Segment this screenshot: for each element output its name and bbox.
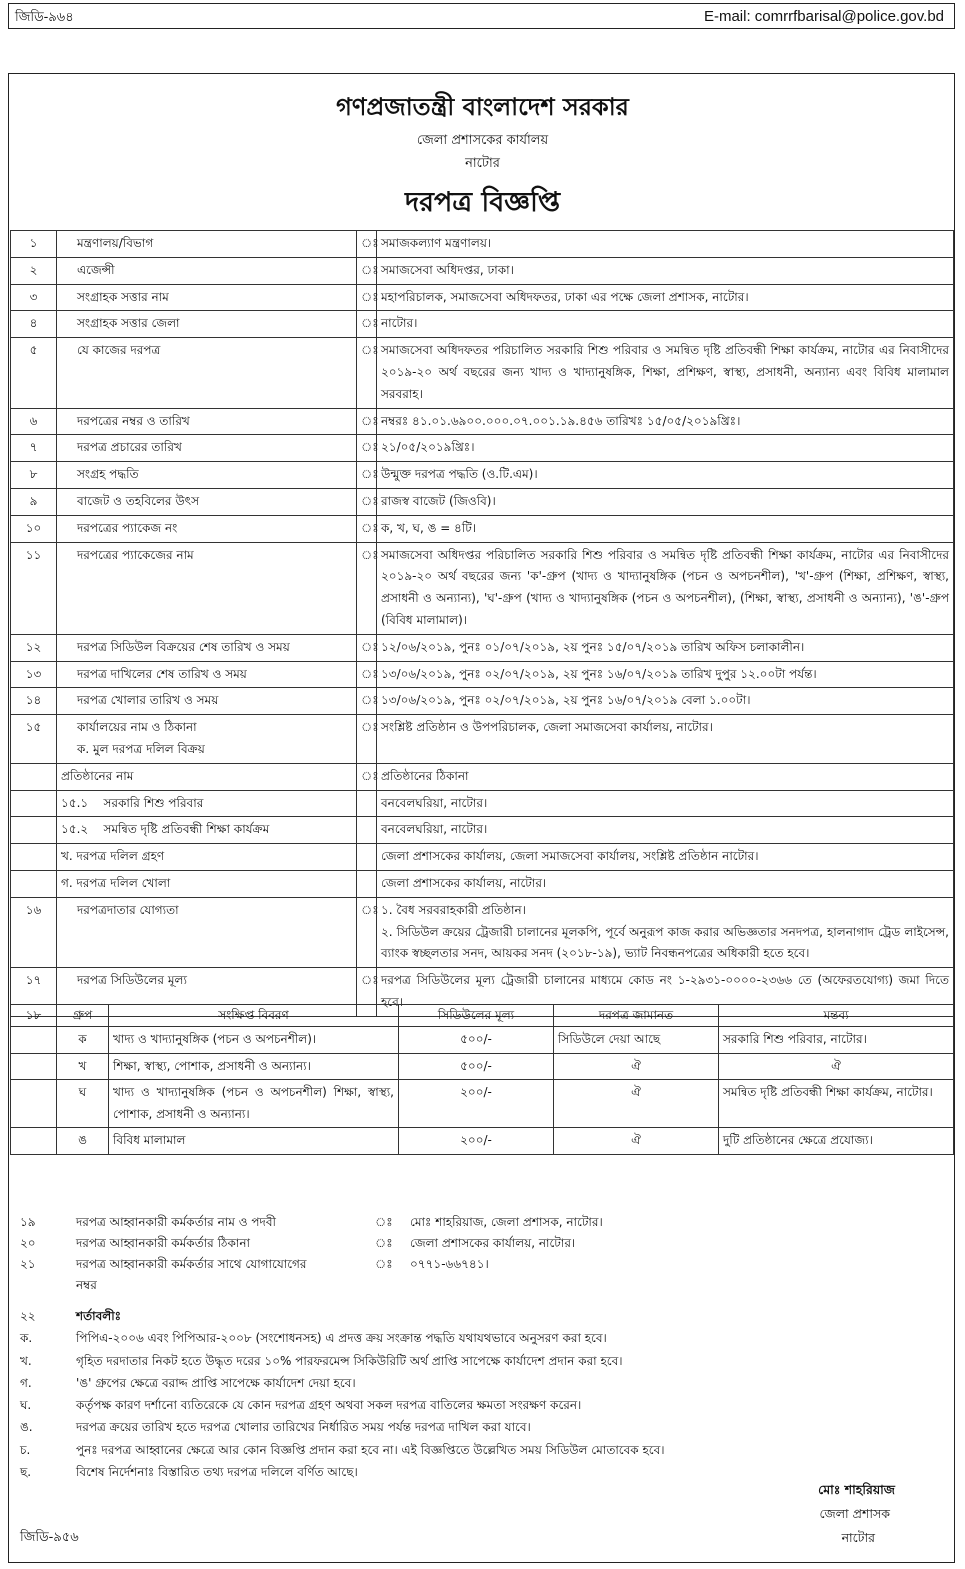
table-row bbox=[11, 715, 954, 764]
row-number: ৭ bbox=[11, 435, 57, 462]
gd-number-bottom: জিডি-৯৫৬ bbox=[20, 1530, 79, 1545]
row-label: সংগ্রাহক সত্তার জেলা bbox=[57, 311, 357, 338]
table-row bbox=[11, 634, 954, 661]
table-row bbox=[11, 661, 954, 688]
row-colon: ঃ bbox=[357, 435, 377, 462]
row-colon: ঃ bbox=[357, 488, 377, 515]
row-number: ১২ bbox=[11, 634, 57, 661]
group-note: সরকারি শিশু পরিবার, নাটোর। bbox=[719, 1027, 954, 1054]
group-security: ঐ bbox=[554, 1053, 719, 1080]
blank-cell bbox=[357, 790, 377, 817]
table-row bbox=[11, 542, 954, 634]
eligibility-2: ২. সিডিউল ক্রয়ের ট্রেজারী চালানের মূলকপি, পূর্বে অনুরূপ কাজ করার অভিজ্ঞতার সনদপত্র, হালনাগাদ ট্রেড লাইসেন্স, ব্যাংক স্বচ্ছলতার সনদ, আয়কর সনদ (২০১৮-১৯), ভ্যাট নিবন্ধনপত্রের অধিকারী হতে হবে। bbox=[381, 924, 949, 961]
group-desc: খাদ্য ও খাদ্যানুষঙ্গিক (পচন ও অপচনশীল) শিক্ষা, স্বাস্থ্য, পোশাক, প্রসাধনী ও অন্যান্য। bbox=[109, 1080, 399, 1128]
price-header: সিডিউলের মূল্য bbox=[399, 1005, 554, 1027]
group-code: ক bbox=[57, 1027, 109, 1054]
row-number: ৯ bbox=[11, 488, 57, 515]
condition-key: ঙ. bbox=[20, 1420, 33, 1435]
row-colon: ঃ bbox=[357, 897, 377, 967]
row-number: ৫ bbox=[11, 338, 57, 408]
table-row bbox=[11, 257, 954, 284]
table-row bbox=[11, 1005, 954, 1027]
row-number: ১১ bbox=[11, 542, 57, 634]
table-row bbox=[11, 462, 954, 489]
blank-cell bbox=[11, 1053, 57, 1080]
row-colon: ঃ bbox=[357, 715, 377, 764]
row-value bbox=[377, 897, 954, 967]
blank-cell bbox=[11, 1080, 57, 1128]
row-colon: ঃ bbox=[357, 763, 377, 790]
row-value: ১২/০৬/২০১৯, পুনঃ ০১/০৭/২০১৯, ২য় পুনঃ ১৫/০৭/২০১৯ তারিখ অফিস চলাকালীন। bbox=[377, 634, 954, 661]
row-label: বাজেট ও তহবিলের উৎস bbox=[57, 488, 357, 515]
row-colon: ঃ bbox=[357, 542, 377, 634]
row-label: মন্ত্রণালয়/বিভাগ bbox=[57, 231, 357, 258]
row-value: সমাজসেবা অধিদফতর পরিচালিত সরকারি শিশু পরিবার ও সমন্বিত দৃষ্টি প্রতিবন্ধী শিক্ষা কার্যক্রম, নাটোর এর নিবাসীদের ২০১৯-২০ অর্থ বছরের জন্য খাদ্য ও খাদ্যানুষঙ্গিক, শিক্ষা, প্রশিক্ষণ, স্বাস্থ্য, প্রসাধনী, অন্যান্য এবং বিবিধ মালামাল সরবরাহ। bbox=[377, 338, 954, 408]
row-label: দরপত্র সিডিউলের মূল্য bbox=[57, 968, 357, 1017]
row-colon: ঃ bbox=[357, 634, 377, 661]
group-code: ঘ bbox=[57, 1080, 109, 1128]
office-name: জেলা প্রশাসকের কার্যালয় bbox=[416, 133, 549, 148]
row-colon: ঃ bbox=[357, 311, 377, 338]
group-desc: খাদ্য ও খাদ্যানুষঙ্গিক (পচন ও অপচনশীল)। bbox=[109, 1027, 399, 1054]
row-label: দরপত্রের নম্বর ও তারিখ bbox=[57, 408, 357, 435]
row-number: ১৭ bbox=[11, 968, 57, 1017]
table-row bbox=[11, 688, 954, 715]
receipt-label: খ. দরপত্র দলিল গ্রহণ bbox=[57, 844, 357, 871]
condition-key: ক. bbox=[20, 1331, 33, 1346]
group-desc: বিবিধ মালামাল bbox=[109, 1128, 399, 1155]
institution-number: ১৫.১ bbox=[61, 795, 89, 810]
row-value: রাজস্ব বাজেট (জিওবি)। bbox=[377, 488, 954, 515]
row-value: নম্বরঃ ৪১.০১.৬৯০০.০০০.০৭.০০১.১৯.৪৫৬ তারিখঃ ১৫/০৫/২০১৯খ্রিঃ। bbox=[377, 408, 954, 435]
row-value: সমাজসেবা অধিদপ্তর পরিচালিত সরকারি শিশু পরিবার ও সমন্বিত দৃষ্টি প্রতিবন্ধী শিক্ষা কার্যক্রম, নাটোর এর নিবাসীদের ২০১৯-২০ অর্থ বছরের জন্য 'ক'-গ্রুপ (খাদ্য ও খাদ্যানুষঙ্গিক (পচন ও অপচনশীল), 'খ'-গ্রুপ (শিক্ষা, প্রশিক্ষণ, স্বাস্থ্য, প্রসাধনী ও অন্যান্য), 'ঘ'-গ্রুপ (খাদ্য ও খাদ্যানুষঙ্গিক (পচন ও অপচনশীল), (শিক্ষা, স্বাস্থ্য, প্রসাধনী ও অন্যান্য), 'ঙ'-গ্রুপ (বিবিধ মালামাল)। bbox=[377, 542, 954, 634]
blank-cell bbox=[11, 763, 57, 790]
row-number: ১৫ bbox=[11, 715, 57, 764]
row-colon: ঃ bbox=[357, 338, 377, 408]
blank-cell bbox=[11, 817, 57, 844]
item-value: ০৭৭১-৬৬৭৪১। bbox=[410, 1257, 489, 1271]
row-value: ২১/০৫/২০১৯খ্রিঃ। bbox=[377, 435, 954, 462]
row-value: সমাজকল্যাণ মন্ত্রণালয়। bbox=[377, 231, 954, 258]
row-label: দরপত্রের প্যাকেজ নং bbox=[57, 515, 357, 542]
table-row bbox=[11, 870, 954, 897]
item-label-cont: নম্বর bbox=[76, 1278, 97, 1292]
condition-key: চ. bbox=[20, 1442, 31, 1457]
item-colon: ঃ bbox=[375, 1236, 393, 1250]
row-value: মহাপরিচালক, সমাজসেবা অধিদফতর, ঢাকা এর পক্ষে জেলা প্রশাসক, নাটোর। bbox=[377, 284, 954, 311]
row-colon: ঃ bbox=[357, 257, 377, 284]
institution-header: প্রতিষ্ঠানের নাম bbox=[57, 763, 357, 790]
item-value: জেলা প্রশাসকের কার্যালয়, নাটোর। bbox=[410, 1236, 576, 1250]
list-item bbox=[10, 1233, 950, 1254]
receipt-value: জেলা প্রশাসকের কার্যালয়, জেলা সমাজসেবা কার্যালয়, সংশ্লিষ্ট প্রতিষ্ঠান নাটোর। bbox=[377, 844, 954, 871]
signatory-name: মোঃ শাহরিয়াজ bbox=[818, 1482, 895, 1497]
table-row bbox=[11, 817, 954, 844]
row-label: দরপত্রের প্যাকেজের নাম bbox=[57, 542, 357, 634]
government-title: গণপ্রজাতন্ত্রী বাংলাদেশ সরকার bbox=[336, 93, 629, 121]
item-number: ২০ bbox=[20, 1236, 36, 1250]
table-row bbox=[11, 1080, 954, 1128]
row-colon: ঃ bbox=[357, 688, 377, 715]
item-label: দরপত্র আহ্বানকারী কর্মকর্তার নাম ও পদবী bbox=[76, 1215, 276, 1229]
group-price: ৫০০/- bbox=[399, 1053, 554, 1080]
list-item bbox=[10, 1350, 950, 1372]
conditions-title: শর্তাবলীঃ bbox=[76, 1309, 122, 1323]
row-label: সংগ্রাহক সত্তার নাম bbox=[57, 284, 357, 311]
condition-key: ছ. bbox=[20, 1465, 32, 1480]
condition-text: দরপত্র ক্রয়ের তারিখ হতে দরপত্র খোলার তারিখের নির্ধারিত সময় পর্যন্ত দরপত্র দাখিল করা যাবে। bbox=[76, 1420, 531, 1435]
condition-text: বিশেষ নির্দেশনাঃ বিস্তারিত তথ্য দরপত্র দলিলে বর্ণিত আছে। bbox=[76, 1465, 358, 1480]
item-label: দরপত্র আহ্বানকারী কর্মকর্তার ঠিকানা bbox=[76, 1236, 250, 1250]
item-label: দরপত্র আহ্বানকারী কর্মকর্তার সাথে যোগাযোগের bbox=[76, 1257, 307, 1271]
row-colon: ঃ bbox=[357, 231, 377, 258]
institution-1 bbox=[57, 790, 357, 817]
item-colon: ঃ bbox=[375, 1215, 393, 1229]
row-number: ১ bbox=[11, 231, 57, 258]
group-table bbox=[10, 1004, 954, 1155]
row-label: যে কাজের দরপত্র bbox=[57, 338, 357, 408]
table-row bbox=[11, 231, 954, 258]
group-note: ঐ bbox=[719, 1053, 954, 1080]
table-row bbox=[11, 844, 954, 871]
table-row bbox=[11, 515, 954, 542]
group-price: ২০০/- bbox=[399, 1080, 554, 1128]
row-label: দরপত্র দাখিলের শেষ তারিখ ও সময় bbox=[57, 661, 357, 688]
eligibility-1: ১. বৈধ সরবরাহকারী প্রতিষ্ঠান। bbox=[381, 902, 526, 917]
blank-cell bbox=[11, 790, 57, 817]
condition-text: পিপিএ-২০০৬ এবং পিপিআর-২০০৮ (সংশোধনসহ) এ প্রদত্ত ক্রয় সংক্রান্ত পদ্ধতি যথাযথভাবে অনুসরণ করা হবে। bbox=[76, 1331, 607, 1346]
row-number: ১৩ bbox=[11, 661, 57, 688]
row-value: ১৩/০৬/২০১৯, পুনঃ ০২/০৭/২০১৯, ২য় পুনঃ ১৬/০৭/২০১৯ তারিখ দুপুর ১২.০০টা পর্যন্ত। bbox=[377, 661, 954, 688]
list-item bbox=[10, 1394, 950, 1416]
row-number: ৩ bbox=[11, 284, 57, 311]
office-label: কার্যালয়ের নাম ও ঠিকানা bbox=[77, 720, 197, 735]
item-number: ২২ bbox=[20, 1309, 36, 1323]
row-label bbox=[57, 715, 357, 764]
blank-cell bbox=[11, 870, 57, 897]
table-row bbox=[11, 1128, 954, 1155]
list-item bbox=[10, 1254, 950, 1275]
list-item bbox=[10, 1327, 950, 1349]
row-number: ৬ bbox=[11, 408, 57, 435]
row-number: ২ bbox=[11, 257, 57, 284]
list-item bbox=[10, 1416, 950, 1438]
row-value: নাটোর। bbox=[377, 311, 954, 338]
condition-key: খ. bbox=[20, 1353, 32, 1368]
tender-details-table bbox=[10, 230, 954, 1017]
row-colon: ঃ bbox=[357, 462, 377, 489]
row-colon: ঃ bbox=[357, 408, 377, 435]
desc-header: সংক্ষিপ্ত বিবরণ bbox=[109, 1005, 399, 1027]
row-label: দরপত্র খোলার তারিখ ও সময় bbox=[57, 688, 357, 715]
institution-number: ১৫.২ bbox=[61, 822, 89, 837]
condition-text: কর্তৃপক্ষ কারণ দর্শানো ব্যতিরেকে যে কোন দরপত্র গ্রহণ অথবা সকল দরপত্র বাতিলের ক্ষমতা সংরক্ষণ করেন। bbox=[76, 1398, 582, 1413]
list-item bbox=[10, 1439, 950, 1461]
table-row bbox=[11, 897, 954, 967]
row-value: ১৩/০৬/২০১৯, পুনঃ ০২/০৭/২০১৯, ২য় পুনঃ ১৬/০৭/২০১৯ বেলা ১.০০টা। bbox=[377, 688, 954, 715]
group-price: ৫০০/- bbox=[399, 1027, 554, 1054]
row-label: এজেন্সী bbox=[57, 257, 357, 284]
group-security: সিডিউলে দেয়া আছে bbox=[554, 1027, 719, 1054]
sale-label: ক. মুল দরপত্র দলিল বিক্রয় bbox=[77, 741, 205, 756]
table-row bbox=[11, 338, 954, 408]
group-desc: শিক্ষা, স্বাস্থ্য, পোশাক, প্রসাধনী ও অন্যান্য। bbox=[109, 1053, 399, 1080]
conditions-heading bbox=[10, 1305, 950, 1327]
group-code: ঙ bbox=[57, 1128, 109, 1155]
list-item bbox=[10, 1275, 950, 1296]
condition-key: ঘ. bbox=[20, 1398, 32, 1413]
institution-address: বনবেলঘরিয়া, নাটোর। bbox=[377, 817, 954, 844]
district-name: নাটোর bbox=[465, 156, 500, 171]
item-number: ১৯ bbox=[20, 1215, 36, 1229]
opening-value: জেলা প্রশাসকের কার্যালয়, নাটোর। bbox=[377, 870, 954, 897]
blank-cell bbox=[11, 844, 57, 871]
row-label: দরপত্র সিডিউল বিক্রয়ের শেষ তারিখ ও সময় bbox=[57, 634, 357, 661]
conditions bbox=[10, 1305, 950, 1483]
note-header: মন্তব্য bbox=[719, 1005, 954, 1027]
blank-cell bbox=[357, 870, 377, 897]
institution-name: সরকারি শিশু পরিবার bbox=[103, 795, 204, 810]
item-value: মোঃ শাহরিয়াজ, জেলা প্রশাসক, নাটোর। bbox=[410, 1215, 603, 1229]
opening-label: গ. দরপত্র দলিল খোলা bbox=[57, 870, 357, 897]
table-row bbox=[11, 763, 954, 790]
condition-text: 'ঙ' গ্রুপের ক্ষেত্রে বরাদ্দ প্রাপ্তি সাপেক্ষে কার্যাদেশ দেয়া হবে। bbox=[76, 1375, 356, 1390]
row-value: ক, খ, ঘ, ঙ = ৪টি। bbox=[377, 515, 954, 542]
row-colon: ঃ bbox=[357, 284, 377, 311]
notice-title: দরপত্র বিজ্ঞপ্তি bbox=[404, 187, 561, 218]
condition-text: গৃহিত দরদাতার নিকট হতে উদ্ধৃত দরের ১০% পারফরমেন্স সিকিউরিটি অর্থ প্রাপ্তি সাপেক্ষে কার্যাদেশ প্রদান করা হবে। bbox=[76, 1353, 623, 1368]
email-address: E-mail: comrrfbarisal@police.gov.bd bbox=[703, 8, 944, 25]
table-row bbox=[11, 284, 954, 311]
group-security: ঐ bbox=[554, 1128, 719, 1155]
group-code: খ bbox=[57, 1053, 109, 1080]
item-number: ২১ bbox=[20, 1257, 36, 1271]
row-label: সংগ্রহ পদ্ধতি bbox=[57, 462, 357, 489]
table-row bbox=[11, 488, 954, 515]
top-bar bbox=[8, 3, 955, 29]
row-value: সংশ্লিষ্ট প্রতিষ্ঠান ও উপপরিচালক, জেলা সমাজসেবা কার্যালয়, নাটোর। bbox=[377, 715, 954, 764]
row-number: ১৮ bbox=[11, 1005, 57, 1027]
group-header: গ্রুপ bbox=[57, 1005, 109, 1027]
condition-key: গ. bbox=[20, 1375, 32, 1390]
row-label: দরপত্রদাতার যোগ্যতা bbox=[57, 897, 357, 967]
table-row bbox=[11, 790, 954, 817]
list-item bbox=[10, 1212, 950, 1233]
row-colon: ঃ bbox=[357, 968, 377, 1017]
group-note: সমন্বিত দৃষ্টি প্রতিবন্ধী শিক্ষা কার্যক্রম, নাটোর। bbox=[719, 1080, 954, 1128]
item-colon: ঃ bbox=[375, 1257, 393, 1271]
table-row bbox=[11, 311, 954, 338]
row-colon: ঃ bbox=[357, 661, 377, 688]
row-number: ১৬ bbox=[11, 897, 57, 967]
address-header: প্রতিষ্ঠানের ঠিকানা bbox=[377, 763, 954, 790]
list-item bbox=[10, 1372, 950, 1394]
institution-name: সমন্বিত দৃষ্টি প্রতিবন্ধী শিক্ষা কার্যক্রম bbox=[103, 822, 270, 837]
institution-2 bbox=[57, 817, 357, 844]
signatory-place: নাটোর bbox=[841, 1530, 875, 1545]
blank-cell bbox=[11, 1027, 57, 1054]
row-number: ১৪ bbox=[11, 688, 57, 715]
row-label: দরপত্র প্রচারের তারিখ bbox=[57, 435, 357, 462]
row-colon: ঃ bbox=[357, 515, 377, 542]
row-value: সমাজসেবা অধিদপ্তর, ঢাকা। bbox=[377, 257, 954, 284]
table-row bbox=[11, 1053, 954, 1080]
table-row bbox=[11, 435, 954, 462]
group-price: ২০০/- bbox=[399, 1128, 554, 1155]
row-value: উন্মুক্ত দরপত্র পদ্ধতি (ও.টি.এম)। bbox=[377, 462, 954, 489]
row-number: ৪ bbox=[11, 311, 57, 338]
blank-cell bbox=[11, 1128, 57, 1155]
blank-cell bbox=[357, 844, 377, 871]
institution-address: বনবেলঘরিয়া, নাটোর। bbox=[377, 790, 954, 817]
group-security: ঐ bbox=[554, 1080, 719, 1128]
list-item bbox=[10, 1461, 950, 1483]
officer-info bbox=[10, 1212, 950, 1296]
row-value: দরপত্র সিডিউলের মূল্য ট্রেজারী চালানের মাধ্যমে কোড নং ১-২৯৩১-০০০০-২৩৬৬ তে (অফেরতযোগ্য) জমা দিতে হবে। bbox=[377, 968, 954, 1017]
table-row bbox=[11, 408, 954, 435]
gd-number-top: জিডি-৯৬৪ bbox=[15, 10, 74, 25]
signatory-title: জেলা প্রশাসক bbox=[819, 1506, 890, 1521]
security-header: দরপত্র জামানত bbox=[554, 1005, 719, 1027]
table-row bbox=[11, 1027, 954, 1054]
row-number: ৮ bbox=[11, 462, 57, 489]
group-note: দুটি প্রতিষ্ঠানের ক্ষেত্রে প্রযোজ্য। bbox=[719, 1128, 954, 1155]
condition-text: পুনঃ দরপত্র আহ্বানের ক্ষেত্রে আর কোন বিজ্ঞপ্তি প্রদান করা হবে না। এই বিজ্ঞপ্তিতে উল্লেখিত সময় সিডিউল মোতাবেক হবে। bbox=[76, 1442, 665, 1457]
blank-cell bbox=[357, 817, 377, 844]
row-number: ১০ bbox=[11, 515, 57, 542]
